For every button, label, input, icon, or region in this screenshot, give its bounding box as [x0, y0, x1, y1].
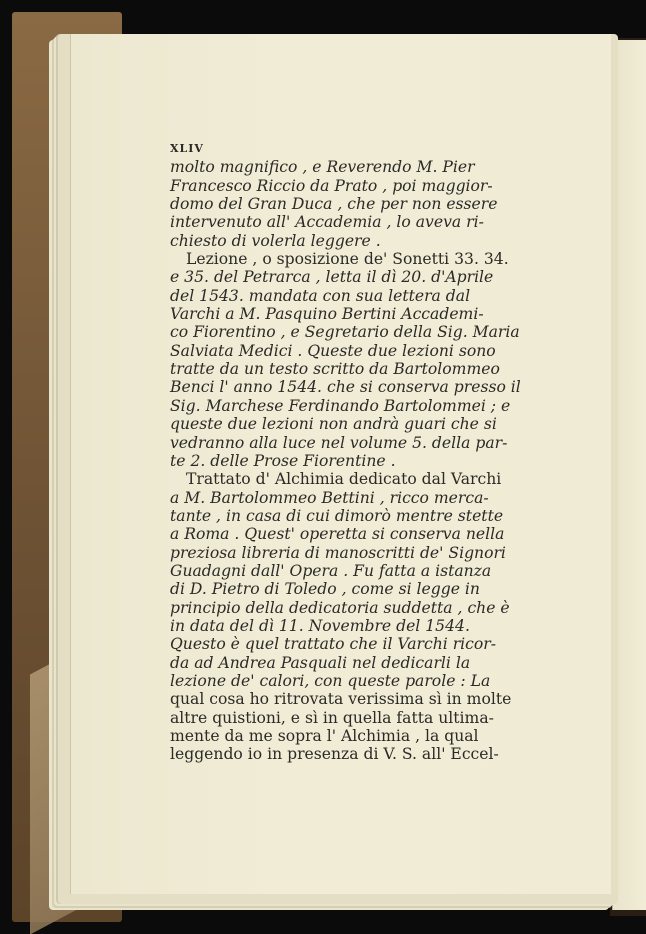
page-number: XLIV [170, 142, 204, 155]
text-line: Sig. Marchese Ferdinando Bartolommei ; e [170, 396, 511, 415]
text-line: mente da me sopra l' Alchimia , la qual [170, 727, 479, 745]
text-line: tratte da un testo scritto da Bartolommeo [170, 360, 500, 379]
text-line: te 2. delle Prose Fiorentine . [170, 451, 396, 470]
text-line: Lezione , o sposizione de' Sonetti 33. 34. [186, 250, 509, 269]
text-line: preziosa libreria di manoscritti de' Signori [170, 543, 506, 562]
text-line: chiesto di volerla leggere . [170, 231, 381, 250]
text-line: Trattato d' Alchimia dedicato dal Varchi [186, 470, 502, 489]
text-line: lezione de' calori, con queste parole : La [170, 671, 491, 690]
text-line: qual cosa ho ritrovata verissima sì in molte [170, 690, 512, 709]
text-line: principio della dedicatoria suddetta , che è [170, 598, 510, 617]
text-line: molto magnifico , e Reverendo M. Pier [170, 158, 475, 177]
text-line: in data del dì 11. Novembre del 1544. [170, 616, 470, 635]
text-line: da ad Andrea Pasquali nel dedicarli la [170, 653, 471, 672]
text-line: leggendo io in presenza di V. S. all' Eccel- [170, 745, 499, 764]
text-line: domo del Gran Duca , che per non essere [170, 195, 498, 214]
text-line: e 35. del Petrarca , letta il dì 20. d'Aprile [170, 268, 494, 287]
text-line: Varchi a M. Pasquino Bertini Accademi- [170, 305, 484, 324]
text-line: Guadagni dall' Opera . Fu fatta a istanza [170, 561, 492, 580]
text-line: Questo è quel trattato che il Varchi ricor- [170, 635, 496, 654]
page-text [170, 140, 596, 764]
text-line: Francesco Riccio da Prato , poi maggior- [170, 176, 493, 195]
text-line: co Fiorentino , e Segretario della Sig. Maria [170, 323, 520, 342]
text-line: a M. Bartolommeo Bettini , ricco merca- [170, 488, 489, 507]
text-line: Benci l' anno 1544. che si conserva presso il [170, 378, 521, 397]
text-line: vedranno alla luce nel volume 5. della par- [170, 433, 508, 452]
text-line: Salviata Medici . Queste due lezioni sono [170, 341, 496, 360]
text-line: a Roma . Quest' operetta si conserva nella [170, 525, 505, 544]
text-line: intervenuto all' Accademia , lo aveva ri- [170, 213, 484, 232]
text-line: queste due lezioni non andrà guari che si [170, 415, 497, 434]
text-line: di D. Pietro di Toledo , come si legge in [170, 580, 480, 599]
text-line: del 1543. mandata con sua lettera dal [170, 286, 471, 305]
text-line: tante , in casa di cui dimorò mentre stette [170, 506, 504, 525]
text-line: altre quistioni, e sì in quella fatta ultima- [170, 708, 494, 727]
